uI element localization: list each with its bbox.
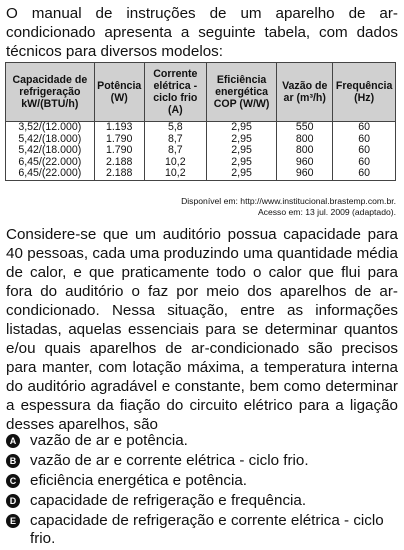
header-efficiency: Eficiência energética COP (W/W) [206,63,276,122]
table-cell: 10,2 [144,157,206,169]
option-c[interactable] [6,472,398,490]
table-cell: 800 [277,134,333,146]
table-row [6,145,396,157]
option-a[interactable] [6,432,398,450]
table-cell: 6,45/(22.000) [6,157,95,169]
option-letter-icon: C [6,474,20,488]
table-cell: 2,95 [206,157,276,169]
table-cell: 960 [277,168,333,180]
table-cell: 60 [333,145,396,157]
source-access-date: Acesso em: 13 jul. 2009 (adaptado). [257,207,396,217]
table-cell: 3,52/(12.000) [6,122,95,134]
table-cell: 2,95 [206,134,276,146]
table-cell: 5,42/(18.000) [6,134,95,146]
table-cell: 2.188 [94,168,144,180]
table-cell: 1.193 [94,122,144,134]
table-header-row [6,63,396,122]
source-url: Disponível em: http://www.institucional.brastemp.com.br. [181,196,396,206]
table-cell: 800 [277,145,333,157]
option-letter-icon: E [6,514,20,528]
table-cell: 960 [277,157,333,169]
table-cell: 2,95 [206,145,276,157]
option-letter-icon: D [6,494,20,508]
table-cell: 2,95 [206,122,276,134]
option-text: capacidade de refrigeração e corrente elétrica - ciclo frio. [30,512,384,547]
header-airflow: Vazão de ar (m³/h) [277,63,333,122]
option-letter-icon: A [6,434,20,448]
question-paragraph: Considere-se que um auditório possua capacidade para 40 pessoas, cada uma produzindo uma quantidade média de calor, e que praticamente todo o calor que flui para fora do auditório o faz por meio dos aparelhos de ar-condicionado. Nessa situação, entre as informações listadas, aquelas essenciais para se determinar quantos e/ou quais aparelhos de ar-condicionado são precisos para manter, com lotação máxima, a temperatura interna do auditório agradável e constante, bem como determinar a espessura da fiação do circuito elétrico para a ligação desses aparelhos, são [6,226,398,433]
table-cell: 8,7 [144,145,206,157]
header-power: Potência (W) [94,63,144,122]
intro-paragraph: O manual de instruções de um aparelho de ar-condicionado apresenta a seguinte tabela, com dados técnicos para diversos modelos: [6,5,398,60]
table-cell: 6,45/(22.000) [6,168,95,180]
table-cell: 60 [333,134,396,146]
option-d[interactable] [6,492,398,510]
header-capacity: Capacidade de refrigeração kW/(BTU/h) [6,63,95,122]
table-cell: 8,7 [144,134,206,146]
table-cell: 1.790 [94,134,144,146]
table-cell: 5,8 [144,122,206,134]
answer-options [6,432,398,550]
option-text: capacidade de refrigeração e frequência. [30,492,307,509]
table-cell: 60 [333,122,396,134]
table-cell: 550 [277,122,333,134]
specs-table [5,62,396,181]
table-cell: 2.188 [94,157,144,169]
table-cell: 1.790 [94,145,144,157]
source-citation [181,196,396,218]
table-cell: 5,42/(18.000) [6,145,95,157]
header-current: Corrente elétrica - ciclo frio (A) [144,63,206,122]
option-text: vazão de ar e corrente elétrica - ciclo frio. [30,452,309,469]
table-cell: 2,95 [206,168,276,180]
table-row [6,122,396,134]
option-text: eficiência energética e potência. [30,472,247,489]
table-cell: 60 [333,168,396,180]
table-row [6,168,396,180]
option-text: vazão de ar e potência. [30,432,188,449]
table-cell: 10,2 [144,168,206,180]
header-frequency: Frequência (Hz) [333,63,396,122]
option-b[interactable] [6,452,398,470]
table-cell: 60 [333,157,396,169]
option-e[interactable] [6,512,398,548]
option-letter-icon: B [6,454,20,468]
